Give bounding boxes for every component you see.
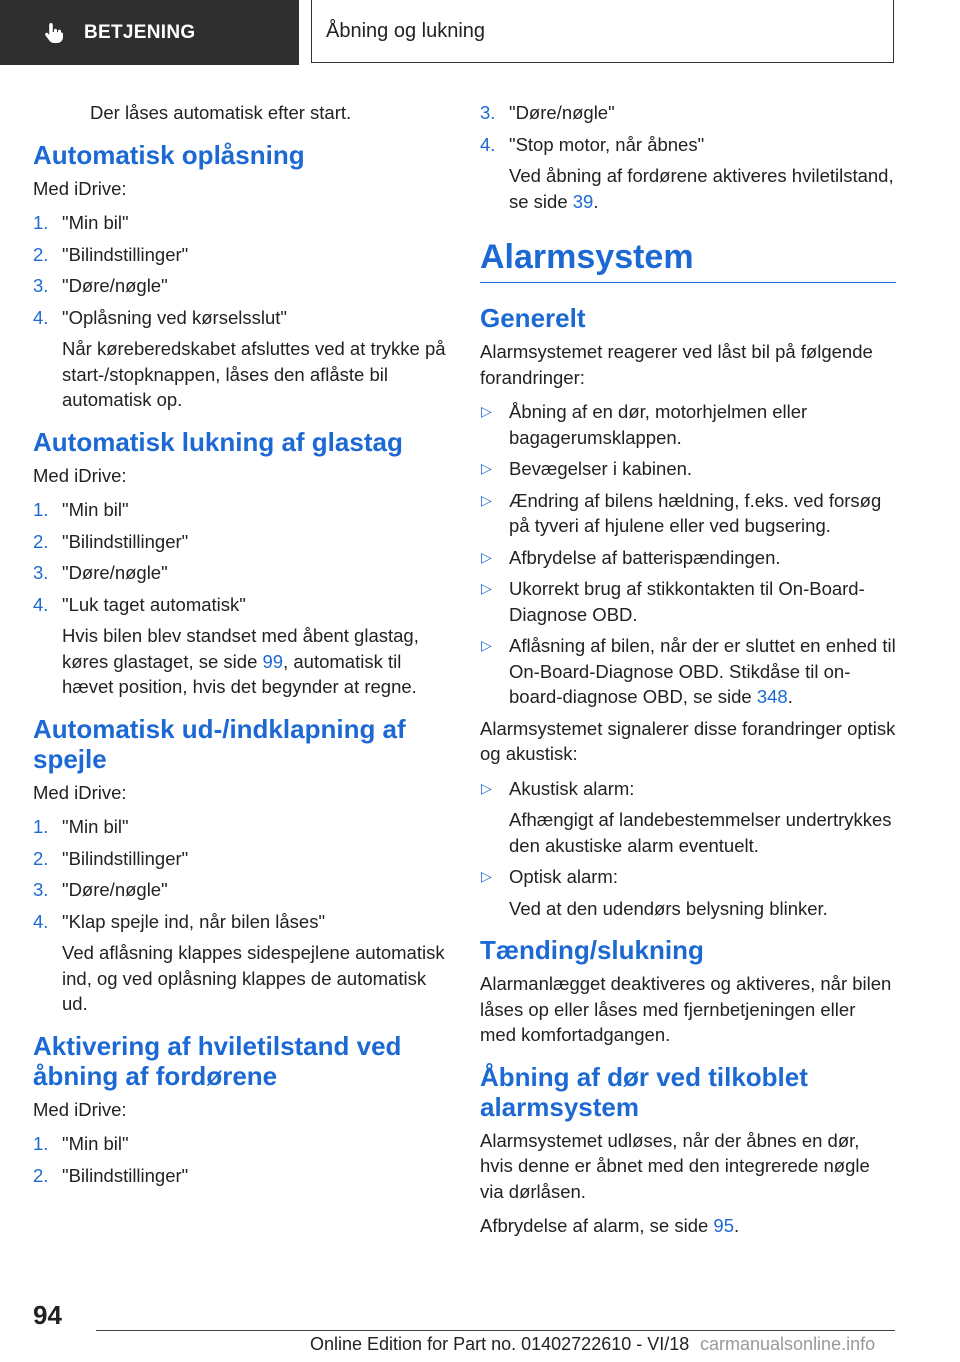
steps-list-continued (480, 100, 896, 214)
list-item: 1. "Min bil" (33, 816, 129, 837)
watermark-text: carmanualsonline.info (700, 1334, 876, 1354)
list-item: ▷ Afbrydelse af batterispændingen. (480, 545, 896, 571)
page-link-99[interactable]: 99 (262, 650, 284, 672)
heading-hviletilstand: Aktivering af hviletilstand ved åbning af fordørene (33, 1030, 402, 1091)
triangle-right-icon: ▷ (481, 779, 492, 796)
list-item: 3. "Døre/nøgle" (480, 102, 615, 123)
page-number: 94 (33, 1300, 62, 1330)
list-item: 2. "Bilindstillinger" (33, 530, 189, 552)
bullet-list (480, 776, 896, 922)
lead-text: Med iDrive: (33, 1098, 127, 1120)
list-item: 4. "Oplåsning ved kørselsslut" Når køreberedskabet afsluttes ved at trykke på start-/stopknappen, låses den aflåste bil automatisk op. (33, 305, 450, 413)
list-item: 4. "Klap spejle ind, når bilen låses" Ved aflåsning klappes sidespejlene automatisk ind, og ved oplåsning klappes de automatisk ud. (33, 909, 450, 1017)
list-item: 4. "Luk taget automatisk" Hvis bilen blev standset med åbent glastag, køres glastaget, se side 99, automatisk til hævet position, hvis det begynder at regne. (33, 592, 450, 700)
heading-automatisk-lukning: Automatisk lukning af glastag (33, 426, 403, 457)
triangle-right-icon: ▷ (481, 403, 492, 419)
heading-aabning-dor: Åbning af dør ved tilkoblet alarmsystem (480, 1061, 808, 1122)
page-link-95[interactable]: 95 (713, 1215, 734, 1236)
list-item: ▷ Ændring af bilens hældning, f.eks. ved forsøg på tyveri af hjulene eller ved bugsering. (481, 489, 882, 536)
triangle-right-icon: ▷ (481, 580, 492, 596)
header-section-label: BETJENING (84, 21, 196, 43)
heading-generelt: Generelt (480, 303, 586, 333)
bullet-list (480, 399, 896, 710)
header-title: Åbning og lukning (326, 19, 486, 42)
triangle-right-icon: ▷ (481, 548, 492, 565)
lead-text: Med iDrive: (33, 781, 127, 803)
right-column (480, 100, 896, 1248)
item-description: Ved aflåsning klappes sidespejlene automatisk ind, og ved oplåsning klappes de automatisk ud. (62, 942, 445, 1014)
list-item: 2. "Bilindstillinger" (33, 1164, 189, 1186)
list-item: ▷ Åbning af en dør, motorhjelmen eller bagagerumsklappen. (481, 401, 808, 448)
header-title-box (311, 0, 894, 63)
steps-list (33, 210, 450, 413)
body-text: Afbrydelse af alarm, se side 95. (480, 1215, 740, 1236)
triangle-right-icon: ▷ (481, 460, 492, 476)
body-text: Alarmsystemet reagerer ved låst bil på følgende forandringer: (480, 341, 873, 388)
item-description: Ved åbning af fordørene aktiveres hviletilstand, se side 39. (509, 165, 894, 212)
footer-divider (96, 1330, 895, 1331)
steps-list (33, 814, 450, 1017)
item-description: Afhængigt af landebestemmelser undertrykkes den akustiske alarm eventuelt. (509, 809, 892, 856)
intro-text: Der låses automatisk efter start. (90, 102, 352, 123)
list-item: ▷ Ukorrekt brug af stikkontakten til On-Board-Diagnose OBD. (481, 578, 865, 625)
list-item: 4. "Stop motor, når åbnes" Ved åbning af fordørene aktiveres hviletilstand, se side 39. (480, 132, 896, 215)
steps-list (33, 1131, 450, 1188)
list-item: 2. "Bilindstillinger" (33, 243, 189, 265)
list-item: ▷ Akustisk alarm: Afhængigt af landebestemmelser undertrykkes den akustiske alarm eventuelt. (480, 776, 896, 859)
left-column (33, 100, 450, 1194)
edition-text: Online Edition for Part no. 01402722610 - VI/18 (310, 1334, 690, 1354)
triangle-right-icon: ▷ (481, 637, 492, 653)
body-text: Alarmanlægget deaktiveres og aktiveres, når bilen låses op eller låses med fjernbetjeningen eller med komfortadgangen. (480, 973, 892, 1045)
list-item: ▷ Optisk alarm: Ved at den udendørs belysning blinker. (480, 864, 896, 921)
steps-list (33, 497, 450, 700)
item-description: Når køreberedskabet afsluttes ved at trykke på start-/stopknappen, låses den aflåste bil automatisk op. (62, 338, 446, 410)
triangle-right-icon: ▷ (481, 491, 492, 508)
item-description: Ved at den udendørs belysning blinker. (509, 897, 828, 919)
list-item: 3. "Døre/nøgle" (33, 879, 168, 900)
page-link-348[interactable]: 348 (756, 686, 788, 707)
chapter-heading-alarmsystem: Alarmsystem (480, 236, 896, 283)
list-item: 3. "Døre/nøgle" (33, 275, 168, 296)
lead-text: Med iDrive: (33, 464, 127, 486)
heading-automatisk-oplaasning: Automatisk oplåsning (33, 139, 305, 170)
body-text: Alarmsystemet udløses, når der åbnes en dør, hvis denne er åbnet med den integrerede nøgle via dørlåsen. (480, 1129, 870, 1202)
page-link-39[interactable]: 39 (572, 190, 594, 212)
body-text: Alarmsystemet signalerer disse forandringer optisk og akustisk: (480, 717, 896, 764)
item-description: Hvis bilen blev standset med åbent glastag, køres glastaget, se side 99, automatisk til hævet position, hvis det begynder at regne. (62, 625, 419, 697)
heading-taending: Tænding/slukning (480, 935, 704, 965)
lead-text: Med iDrive: (33, 177, 127, 199)
list-item: 2. "Bilindstillinger" (33, 847, 189, 869)
list-item: ▷ Aflåsning af bilen, når der er sluttet en enhed til On-Board-Diagnose OBD. Stikdåse til on-board-diagnose OBD, se side 348. (481, 635, 896, 707)
list-item: 1. "Min bil" (33, 212, 129, 233)
list-item: 3. "Døre/nøgle" (33, 562, 168, 583)
list-item: 1. "Min bil" (33, 1133, 129, 1154)
heading-spejle: Automatisk ud-/indklapning af spejle (33, 713, 406, 774)
header-section-tab (0, 0, 299, 65)
triangle-right-icon: ▷ (481, 868, 492, 884)
list-item: 1. "Min bil" (33, 499, 129, 520)
list-item: ▷ Bevægelser i kabinen. (480, 456, 896, 482)
hand-pointer-icon (42, 21, 66, 45)
